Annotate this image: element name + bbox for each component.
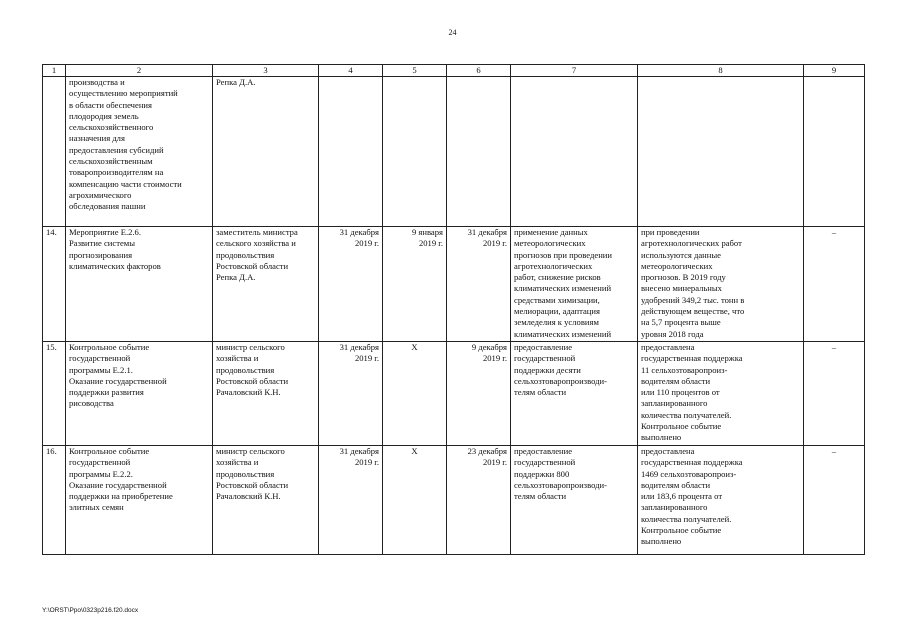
actual-end: 9 декабря 2019 г. <box>447 342 511 446</box>
col-header-2: 2 <box>66 65 213 77</box>
page-number: 24 <box>448 28 457 37</box>
reason <box>804 77 865 227</box>
table-row <box>43 342 865 446</box>
planned-result: предоставление государственной поддержки десяти сельхозтоваропроизводи- телям области <box>511 342 638 446</box>
actual-start: 9 января 2019 г. <box>383 227 447 342</box>
row-number <box>43 77 66 227</box>
table-row <box>43 227 865 342</box>
col-header-8: 8 <box>638 65 804 77</box>
reason: – <box>804 227 865 342</box>
planned-date: 31 декабря 2019 г. <box>319 227 383 342</box>
actual-result: при проведении агротехнологических работ используются данные метеорологических прогнозов. В 2019 году внесено минеральных удобрений 349,2 тыс. тонн в действующем веществе, что на 5,7 процента выше уровня 2018 года <box>638 227 804 342</box>
actual-result <box>638 77 804 227</box>
responsible: Репка Д.А. <box>213 77 319 227</box>
actual-result: предоставлена государственная поддержка 1469 сельхозтоваропроиз- водителям области или 183,6 процента от запланированного количества получателей. Контрольное событие выполнено <box>638 446 804 555</box>
row-number: 16. <box>43 446 66 555</box>
col-header-7: 7 <box>511 65 638 77</box>
footer-file-path: Y:\ORST\Ppo\0323p216.f20.docx <box>42 607 139 614</box>
report-table <box>42 64 865 555</box>
row-number: 15. <box>43 342 66 446</box>
actual-end <box>447 77 511 227</box>
event-name: Контрольное событие государственной программы Е.2.2. Оказание государственной поддержки на приобретение элитных семян <box>66 446 213 555</box>
responsible: заместитель министра сельского хозяйства и продовольствия Ростовской области Репка Д.А. <box>213 227 319 342</box>
actual-start <box>383 77 447 227</box>
responsible: министр сельского хозяйства и продовольствия Ростовской области Рачаловский К.Н. <box>213 446 319 555</box>
table-header-row <box>43 65 865 77</box>
col-header-9: 9 <box>804 65 865 77</box>
col-header-6: 6 <box>447 65 511 77</box>
event-name: производства и осуществлению мероприятий в области обеспечения плодородия земель сельскохозяйственного назначения для предоставления субсидий сельскохозяйственным товаропроизводителям на компенсацию части стоимости агрохимического обследования пашни <box>66 77 213 227</box>
responsible: министр сельского хозяйства и продовольствия Ростовской области Рачаловский К.Н. <box>213 342 319 446</box>
col-header-5: 5 <box>383 65 447 77</box>
planned-date: 31 декабря 2019 г. <box>319 446 383 555</box>
actual-result: предоставлена государственная поддержка 11 сельхозтоваропроиз- водителям области или 110 процентов от запланированного количества получателей. Контрольное событие выполнено <box>638 342 804 446</box>
actual-start: Х <box>383 446 447 555</box>
planned-date: 31 декабря 2019 г. <box>319 342 383 446</box>
col-header-1: 1 <box>43 65 66 77</box>
reason: – <box>804 446 865 555</box>
actual-end: 23 декабря 2019 г. <box>447 446 511 555</box>
table-row <box>43 446 865 555</box>
reason: – <box>804 342 865 446</box>
actual-end: 31 декабря 2019 г. <box>447 227 511 342</box>
actual-start: Х <box>383 342 447 446</box>
col-header-4: 4 <box>319 65 383 77</box>
planned-result: применение данных метеорологических прогнозов при проведении агротехнологических работ, снижение рисков климатических изменений средствами химизации, мелиорации, адаптация земледелия к условиям климатических изменений <box>511 227 638 342</box>
event-name: Мероприятие Е.2.6. Развитие системы прогнозирования климатических факторов <box>66 227 213 342</box>
col-header-3: 3 <box>213 65 319 77</box>
planned-date <box>319 77 383 227</box>
event-name: Контрольное событие государственной программы Е.2.1. Оказание государственной поддержки развития рисоводства <box>66 342 213 446</box>
row-number: 14. <box>43 227 66 342</box>
table-row <box>43 77 865 227</box>
planned-result: предоставление государственной поддержки 800 сельхозтоваропроизводи- телям области <box>511 446 638 555</box>
planned-result <box>511 77 638 227</box>
